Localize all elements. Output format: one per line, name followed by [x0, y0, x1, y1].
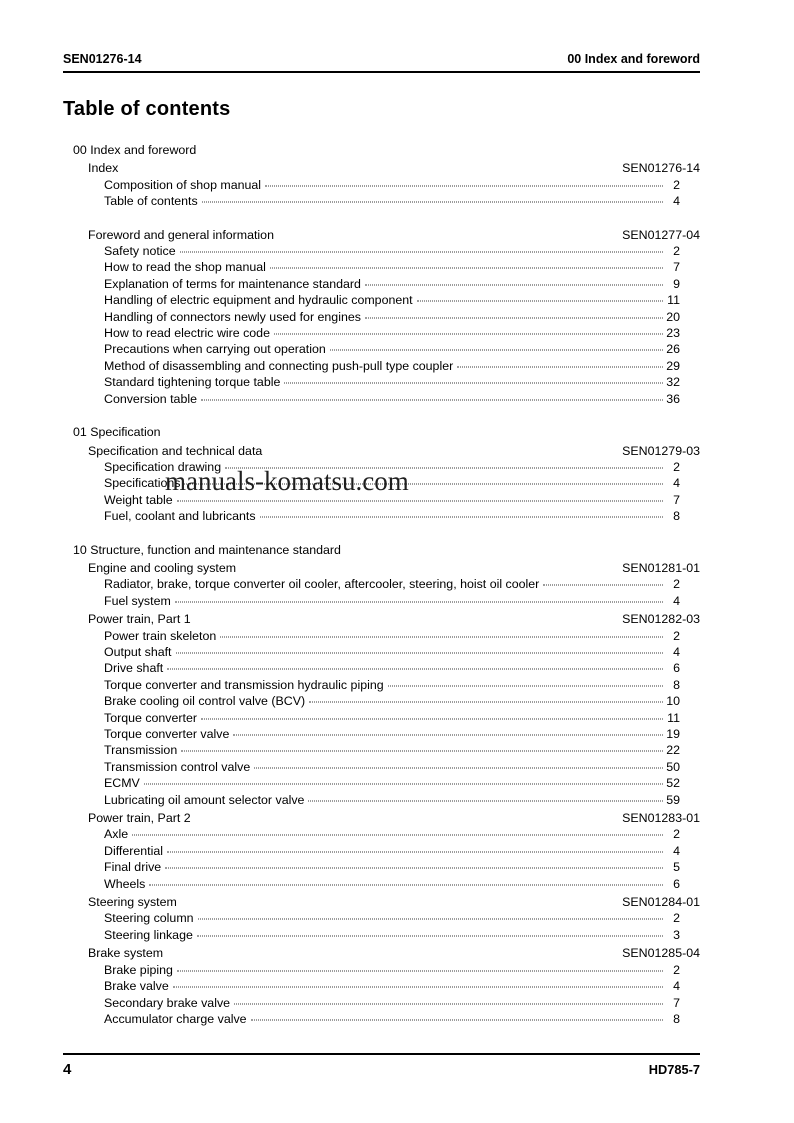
toc-entry [104, 628, 680, 644]
toc-entry-label: Brake valve [104, 979, 169, 994]
toc-entry-label: ECMV [104, 776, 140, 791]
toc-entry-label: Specifications [104, 476, 181, 491]
toc-entry [104, 593, 680, 609]
toc-entry [104, 459, 680, 475]
toc-entry-page: 2 [673, 962, 680, 977]
header-doc-code: SEN01276-14 [63, 52, 142, 66]
toc-entry-page: 7 [673, 260, 680, 275]
toc-group-title: Foreword and general information [88, 227, 274, 242]
dot-leader [265, 185, 663, 186]
toc-entry-label: Method of disassembling and connecting push-pull type coupler [104, 358, 454, 373]
toc-group-header [88, 810, 700, 826]
toc-entry-page: 4 [673, 979, 680, 994]
dot-leader [176, 652, 663, 653]
dot-leader [165, 868, 663, 869]
toc-entry-page: 19 [666, 727, 680, 741]
dot-leader [308, 800, 663, 801]
toc-entry-label: Torque converter and transmission hydraulic piping [104, 677, 384, 692]
toc-entry-page: 6 [673, 876, 680, 891]
toc-entry [104, 325, 680, 341]
toc-entry [104, 962, 680, 978]
toc-group-header [88, 560, 700, 576]
dot-leader [167, 669, 663, 670]
toc-entry-page: 11 [667, 710, 680, 725]
toc-entry [104, 792, 680, 808]
toc-entry-page: 50 [666, 759, 680, 774]
toc-entry [104, 177, 680, 193]
dot-leader [543, 585, 663, 586]
toc-entry-page: 59 [666, 792, 680, 807]
toc-entry-label: Final drive [104, 860, 162, 875]
toc-entry-page: 4 [673, 476, 680, 491]
toc-entry [104, 995, 680, 1011]
toc-entry-page: 36 [666, 391, 680, 406]
table-of-contents [63, 142, 700, 1027]
dot-leader [201, 399, 663, 400]
dot-leader [144, 784, 663, 785]
toc-group-title: Index [88, 161, 119, 176]
toc-entry-label: Precautions when carrying out operation [104, 342, 326, 357]
toc-entry-label: Composition of shop manual [104, 177, 262, 192]
dot-leader [260, 517, 663, 518]
dot-leader [457, 366, 663, 367]
toc-section-label: 10 Structure, function and maintenance standard [73, 542, 341, 557]
toc-entry-page: 2 [673, 911, 680, 926]
toc-entry [104, 276, 680, 292]
toc-entry-page: 52 [666, 776, 680, 791]
toc-entry-page: 2 [673, 827, 680, 842]
dot-leader [177, 500, 663, 501]
toc-entry-page: 2 [673, 244, 680, 259]
toc-entry-label: Table of contents [104, 194, 198, 209]
toc-entry-label: Steering linkage [104, 927, 193, 942]
toc-entry-label: Standard tightening torque table [104, 375, 281, 390]
toc-entry-label: Differential [104, 843, 164, 858]
toc-entry-page: 7 [673, 995, 680, 1010]
toc-entry [104, 927, 680, 943]
toc-entry-label: Wheels [104, 876, 146, 891]
toc-entry [104, 1011, 680, 1027]
page-number: 4 [63, 1061, 72, 1078]
toc-entry-label: Lubricating oil amount selector valve [104, 792, 305, 807]
toc-group-title: Power train, Part 1 [88, 612, 191, 627]
toc-entry [104, 775, 680, 791]
toc-entry-page: 4 [673, 194, 680, 209]
dot-leader [309, 702, 663, 703]
toc-group-title: Steering system [88, 895, 177, 910]
dot-leader [198, 919, 663, 920]
toc-entry-page: 20 [666, 309, 680, 324]
dot-leader [220, 636, 663, 637]
toc-entry-label: Output shaft [104, 644, 172, 659]
toc-group-code: SEN01283-01 [622, 811, 700, 826]
toc-group-header [88, 894, 700, 910]
toc-entry-label: Steering column [104, 911, 194, 926]
toc-entry-page: 2 [673, 628, 680, 643]
toc-entry-label: How to read electric wire code [104, 326, 270, 341]
toc-entry-label: Secondary brake valve [104, 995, 231, 1010]
toc-entry [104, 193, 680, 209]
toc-section-01 [63, 424, 700, 524]
toc-entry-label: Axle [104, 827, 129, 842]
dot-leader [149, 884, 663, 885]
toc-entry [104, 843, 680, 859]
toc-group-foreword [63, 227, 700, 407]
page-content [63, 0, 700, 1027]
toc-entry-label: Explanation of terms for maintenance standard [104, 276, 361, 291]
toc-entry [104, 710, 680, 726]
toc-entry-page: 2 [673, 577, 680, 592]
toc-entry-page: 2 [673, 459, 680, 474]
toc-entry [104, 910, 680, 926]
toc-entry-label: Torque converter [104, 710, 197, 725]
dot-leader [254, 767, 663, 768]
toc-group-code: SEN01285-04 [622, 946, 700, 961]
page-title: Table of contents [63, 98, 231, 120]
dot-leader [234, 1003, 663, 1004]
toc-entry [104, 644, 680, 660]
toc-section-00 [63, 142, 700, 407]
toc-group-title: Power train, Part 2 [88, 811, 191, 826]
toc-entry [104, 508, 680, 524]
dot-leader [233, 735, 663, 736]
toc-entry [104, 292, 680, 308]
toc-group-index [63, 160, 700, 209]
dot-leader [225, 467, 663, 468]
toc-entry-label: Transmission control valve [104, 759, 251, 774]
toc-group-header [88, 611, 700, 627]
header-rule [63, 71, 700, 73]
toc-section-10 [63, 542, 700, 1028]
toc-group-engine-cooling [63, 560, 700, 609]
dot-leader [181, 751, 663, 752]
dot-leader [330, 350, 663, 351]
toc-entry-label: Radiator, brake, torque converter oil cooler, aftercooler, steering, hoist oil cooler [104, 577, 540, 592]
dot-leader [388, 685, 663, 686]
toc-entry-page: 23 [666, 326, 680, 341]
toc-entry-label: How to read the shop manual [104, 260, 266, 275]
toc-entry [104, 576, 680, 592]
toc-entry [104, 677, 680, 693]
toc-entry [104, 243, 680, 259]
toc-entry-label: Fuel, coolant and lubricants [104, 509, 256, 524]
toc-entry-page: 6 [673, 661, 680, 676]
dot-leader [173, 987, 663, 988]
toc-entry-label: Handling of electric equipment and hydraulic component [104, 293, 413, 308]
dot-leader [365, 317, 663, 318]
toc-group-code: SEN01284-01 [622, 895, 700, 910]
toc-entry [104, 492, 680, 508]
dot-leader [202, 202, 663, 203]
toc-entry-label: Fuel system [104, 593, 171, 608]
toc-entry-page: 8 [673, 1011, 680, 1026]
dot-leader [177, 970, 663, 971]
toc-entry-page: 9 [673, 276, 680, 291]
toc-entry-label: Specification drawing [104, 459, 222, 474]
toc-entry [104, 309, 680, 325]
toc-entry-label: Power train skeleton [104, 628, 217, 643]
page-footer [63, 1053, 700, 1078]
dot-leader [417, 301, 663, 302]
toc-entry-label: Transmission [104, 743, 178, 758]
toc-entry-label: Safety notice [104, 244, 176, 259]
toc-entry [104, 826, 680, 842]
toc-entry-label: Accumulator charge valve [104, 1011, 247, 1026]
toc-group-code: SEN01276-14 [622, 161, 700, 176]
dot-leader [274, 334, 663, 335]
toc-entry [104, 693, 680, 709]
toc-entry [104, 978, 680, 994]
toc-group-code: SEN01277-04 [622, 227, 700, 242]
toc-entry-page: 11 [667, 293, 680, 308]
dot-leader [197, 935, 663, 936]
toc-entry-page: 22 [666, 743, 680, 758]
toc-group-power-train-2 [63, 810, 700, 892]
toc-entry-page: 8 [673, 677, 680, 692]
header-section-title: 00 Index and foreword [567, 52, 700, 66]
toc-entry-page: 3 [673, 927, 680, 942]
toc-entry [104, 374, 680, 390]
toc-entry-page: 4 [673, 644, 680, 659]
toc-entry [104, 742, 680, 758]
dot-leader [365, 284, 663, 285]
dot-leader [284, 383, 663, 384]
toc-entry-label: Brake cooling oil control valve (BCV) [104, 694, 306, 709]
toc-entry-page: 5 [673, 860, 680, 875]
toc-entry-page: 10 [666, 694, 680, 709]
toc-group-code: SEN01282-03 [622, 612, 700, 627]
toc-group-header [88, 160, 700, 176]
toc-group-code: SEN01281-01 [622, 560, 700, 575]
page-header [63, 52, 700, 66]
toc-group-header [88, 443, 700, 459]
toc-entry-page: 8 [673, 509, 680, 524]
toc-group-header [88, 945, 700, 961]
toc-group-code: SEN01279-03 [622, 443, 700, 458]
toc-section-label: 01 Specification [73, 425, 161, 440]
dot-leader [201, 718, 663, 719]
toc-entry-label: Brake piping [104, 962, 173, 977]
dot-leader [180, 252, 663, 253]
toc-entry [104, 259, 680, 275]
dot-leader [175, 601, 663, 602]
toc-entry-label: Handling of connectors newly used for engines [104, 309, 361, 324]
dot-leader [270, 268, 663, 269]
toc-entry [104, 660, 680, 676]
dot-leader [167, 851, 663, 852]
dot-leader [132, 835, 663, 836]
toc-entry [104, 759, 680, 775]
watermark: manuals-komatsu.com [165, 466, 409, 496]
toc-entry-label: Weight table [104, 492, 173, 507]
dot-leader [184, 484, 663, 485]
toc-group-steering-system [63, 894, 700, 943]
model-number: HD785-7 [648, 1062, 700, 1077]
toc-entry-label: Drive shaft [104, 661, 164, 676]
toc-group-power-train-1 [63, 611, 700, 808]
toc-entry-page: 26 [666, 342, 680, 357]
toc-group-title: Specification and technical data [88, 443, 263, 458]
toc-entry-label: Torque converter valve [104, 727, 230, 741]
toc-entry [104, 358, 680, 374]
toc-group-header [88, 227, 700, 243]
toc-group-title: Brake system [88, 946, 164, 961]
toc-entry-page: 4 [673, 593, 680, 608]
dot-leader [251, 1019, 663, 1020]
toc-entry-page: 4 [673, 843, 680, 858]
toc-entry-label: Conversion table [104, 391, 197, 406]
toc-entry [104, 859, 680, 875]
toc-entry-page: 7 [673, 492, 680, 507]
toc-entry [104, 341, 680, 357]
toc-entry [104, 475, 680, 491]
toc-entry [104, 876, 680, 892]
toc-group-brake-system [63, 945, 700, 1027]
toc-entry-page: 2 [673, 177, 680, 192]
toc-entry-page: 32 [666, 375, 680, 390]
toc-group-title: Engine and cooling system [88, 560, 237, 575]
toc-entry [104, 391, 680, 407]
toc-entry-page: 29 [666, 358, 680, 373]
toc-group-specification [63, 443, 700, 525]
toc-section-label: 00 Index and foreword [73, 143, 197, 157]
toc-entry [104, 726, 680, 742]
